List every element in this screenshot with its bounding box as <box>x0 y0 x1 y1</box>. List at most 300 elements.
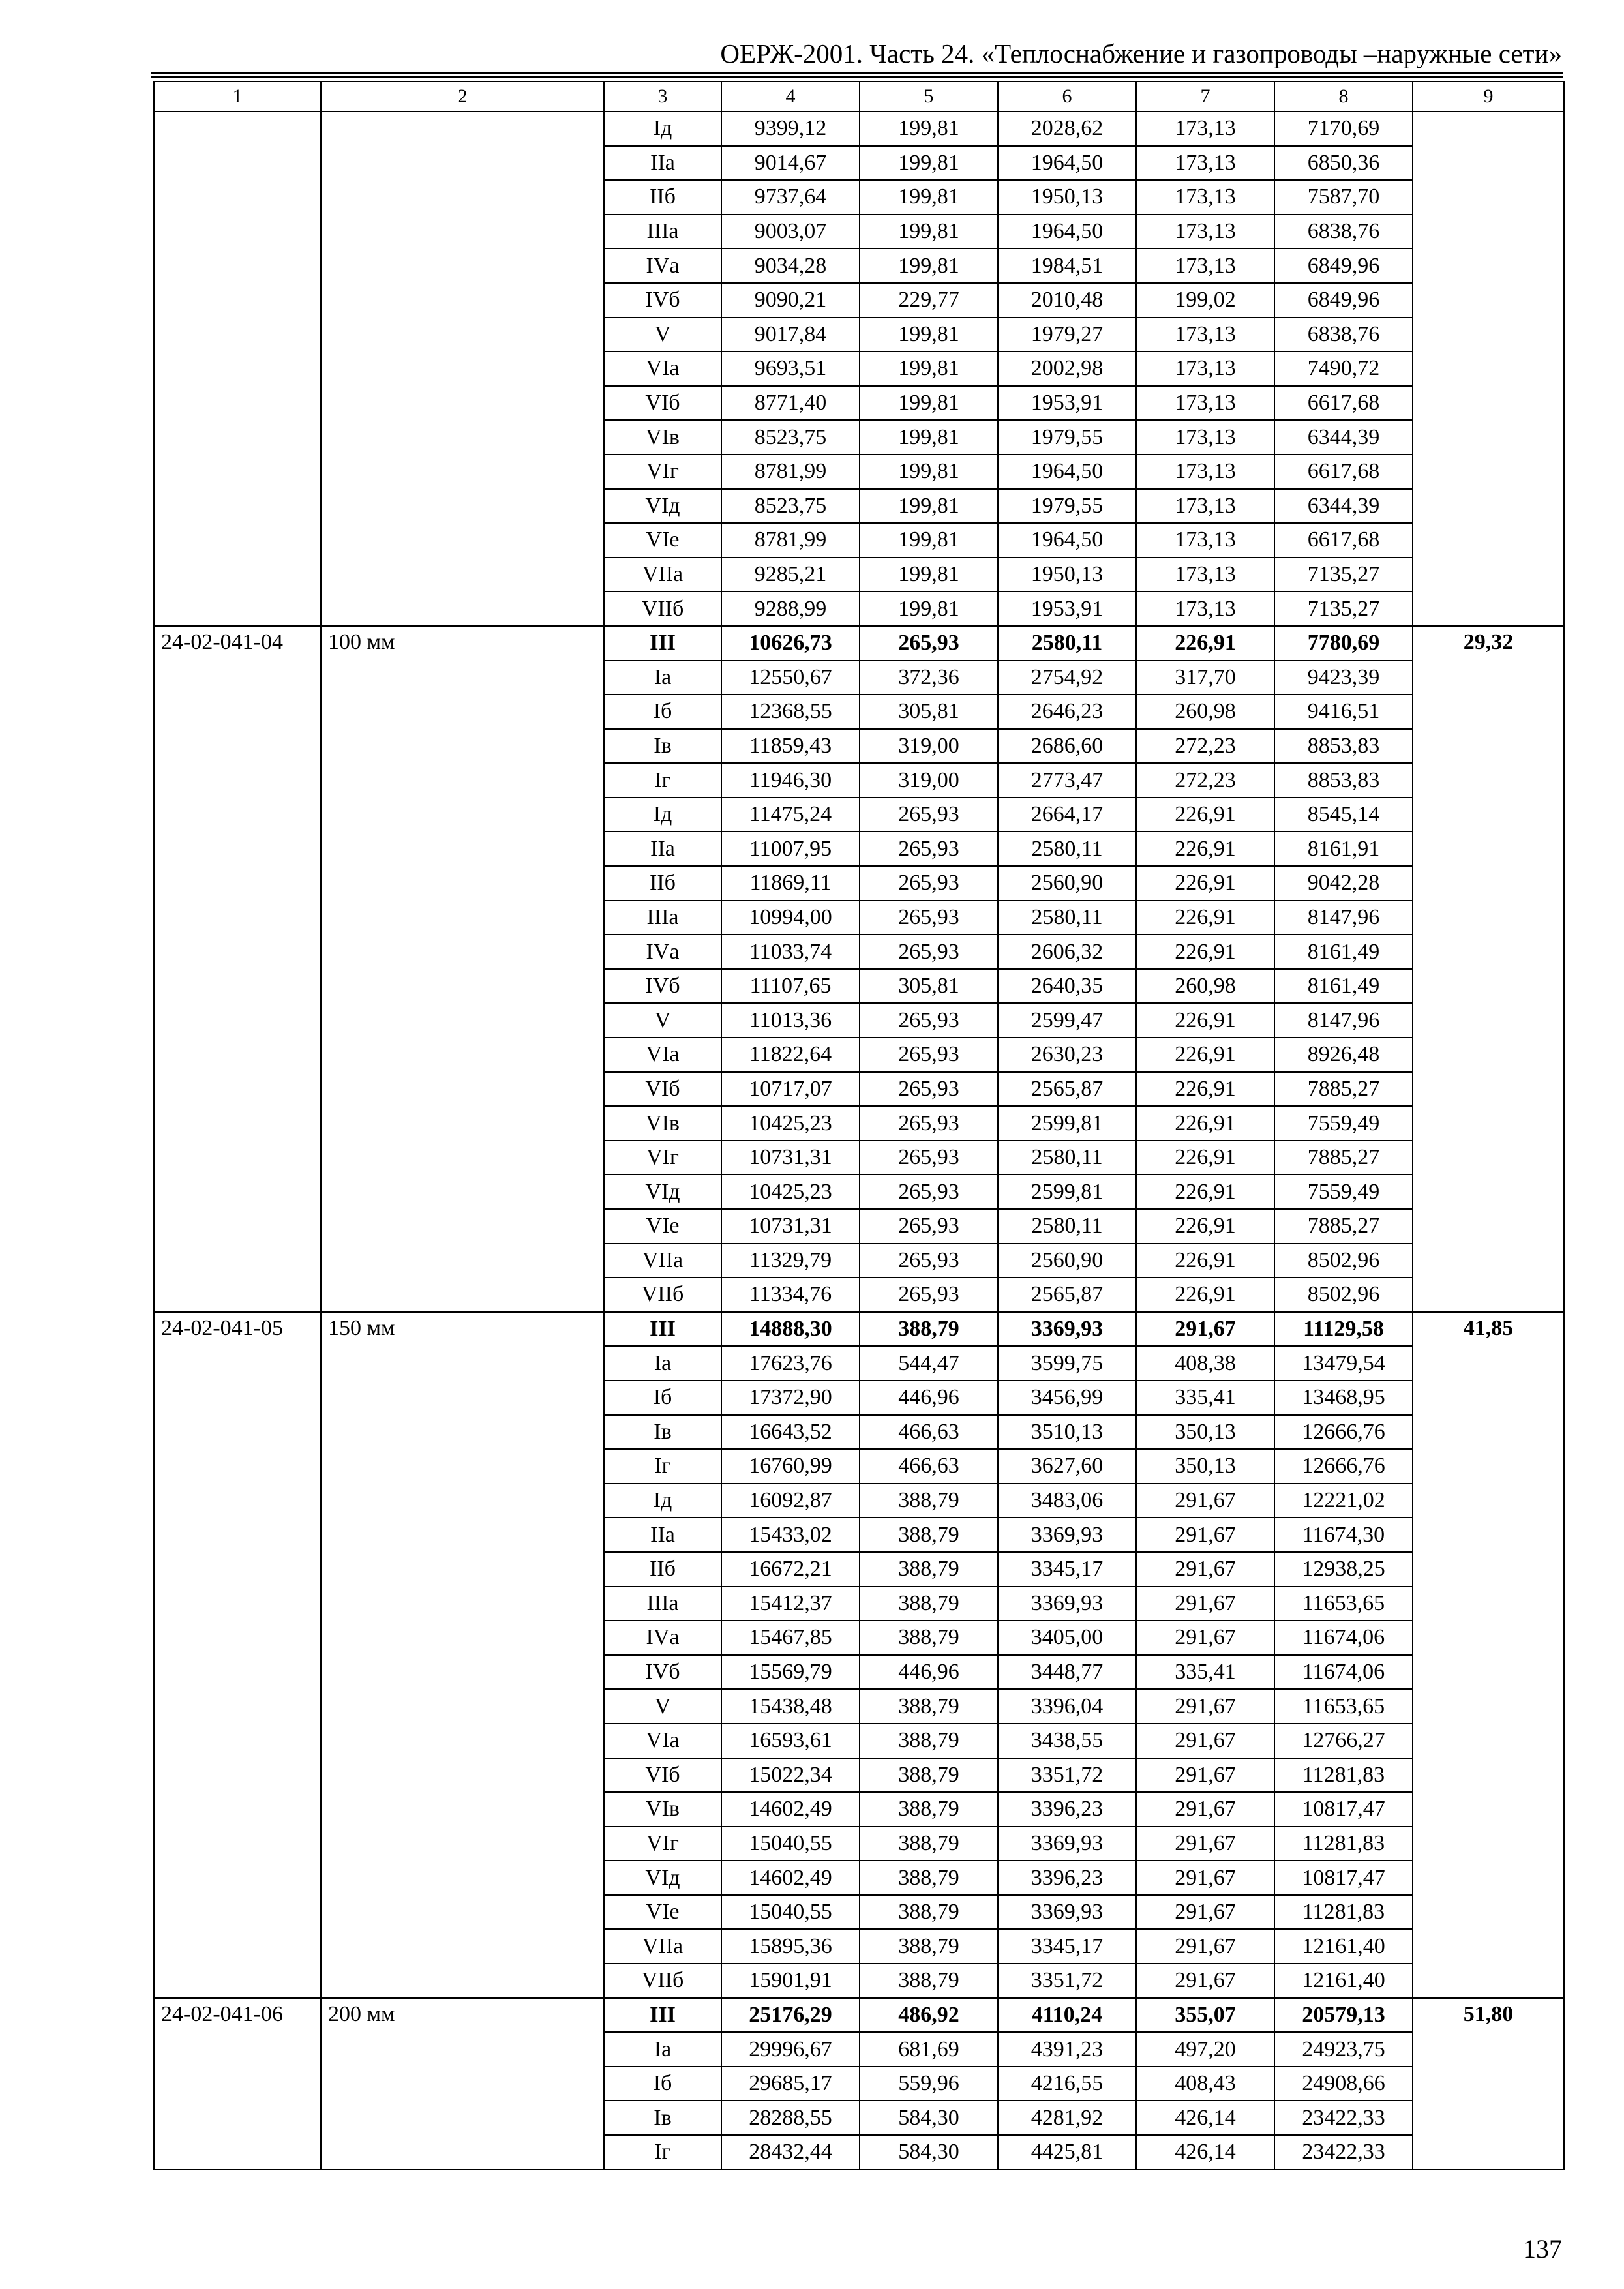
price-value: 173,13 <box>1136 455 1274 489</box>
price-value: 173,13 <box>1136 215 1274 249</box>
price-value: 6850,36 <box>1274 146 1413 181</box>
region-code: IIа <box>604 146 721 181</box>
price-value: 559,96 <box>860 2067 998 2101</box>
price-value: 291,67 <box>1136 1861 1274 1895</box>
page-number: 137 <box>1523 2234 1562 2264</box>
region-code: VIIа <box>604 558 721 592</box>
price-value: 265,93 <box>860 901 998 935</box>
price-value: 11013,36 <box>721 1003 860 1038</box>
price-value: 7559,49 <box>1274 1106 1413 1141</box>
price-value: 11129,58 <box>1274 1312 1413 1347</box>
price-value: 291,67 <box>1136 1587 1274 1621</box>
price-value: 388,79 <box>860 1621 998 1655</box>
price-value: 7490,72 <box>1274 352 1413 386</box>
price-value: 12766,27 <box>1274 1724 1413 1758</box>
price-value: 265,93 <box>860 1278 998 1312</box>
price-value: 173,13 <box>1136 352 1274 386</box>
price-value: 226,91 <box>1136 1003 1274 1038</box>
region-code: VIIб <box>604 1964 721 1998</box>
region-code: VIд <box>604 1174 721 1209</box>
price-value: 199,81 <box>860 318 998 352</box>
price-value: 3483,06 <box>998 1484 1136 1518</box>
price-value: 199,81 <box>860 386 998 421</box>
price-value: 11281,83 <box>1274 1758 1413 1793</box>
price-value: 265,93 <box>860 866 998 901</box>
region-code: VIв <box>604 1792 721 1827</box>
price-value: 6838,76 <box>1274 215 1413 249</box>
price-value: 9014,67 <box>721 146 860 181</box>
price-value: 8161,91 <box>1274 831 1413 866</box>
price-value: 3345,17 <box>998 1552 1136 1587</box>
price-value: 291,67 <box>1136 1312 1274 1347</box>
price-value: 4110,24 <box>998 1998 1136 2033</box>
price-value: 2630,23 <box>998 1038 1136 1072</box>
price-value: 6344,39 <box>1274 420 1413 455</box>
price-value: 497,20 <box>1136 2032 1274 2067</box>
price-value: 272,23 <box>1136 729 1274 764</box>
price-value: 3396,23 <box>998 1792 1136 1827</box>
price-value: 291,67 <box>1136 1724 1274 1758</box>
labor-cost: 51,80 <box>1413 1998 1564 2170</box>
price-value: 8781,99 <box>721 455 860 489</box>
price-value: 173,13 <box>1136 146 1274 181</box>
price-value: 226,91 <box>1136 1141 1274 1175</box>
price-value: 15433,02 <box>721 1518 860 1552</box>
table-row <box>154 1998 1564 2033</box>
price-value: 426,14 <box>1136 2135 1274 2170</box>
resource-code: 24-02-041-05 <box>154 1312 321 1998</box>
table-row <box>154 1312 1564 1347</box>
price-value: 544,47 <box>860 1346 998 1381</box>
price-value: 226,91 <box>1136 935 1274 969</box>
price-value: 20579,13 <box>1274 1998 1413 2033</box>
region-code: VIг <box>604 1141 721 1175</box>
price-value: 3351,72 <box>998 1964 1136 1998</box>
region-code: VIб <box>604 386 721 421</box>
price-value: 388,79 <box>860 1689 998 1724</box>
region-code: VIIа <box>604 1244 721 1278</box>
price-value: 265,93 <box>860 1072 998 1107</box>
region-code: VIг <box>604 1827 721 1861</box>
price-value: 2580,11 <box>998 831 1136 866</box>
region-code: VIа <box>604 1038 721 1072</box>
price-value: 226,91 <box>1136 1244 1274 1278</box>
price-value: 335,41 <box>1136 1381 1274 1415</box>
price-value: 291,67 <box>1136 1552 1274 1587</box>
price-value: 226,91 <box>1136 1072 1274 1107</box>
price-value: 265,93 <box>860 1174 998 1209</box>
price-value: 8781,99 <box>721 523 860 558</box>
price-value: 173,13 <box>1136 180 1274 215</box>
price-value: 173,13 <box>1136 591 1274 626</box>
price-value: 15040,55 <box>721 1827 860 1861</box>
price-value: 291,67 <box>1136 1689 1274 1724</box>
price-value: 2580,11 <box>998 626 1136 661</box>
price-value: 8502,96 <box>1274 1244 1413 1278</box>
price-value: 2028,62 <box>998 112 1136 146</box>
region-code: Iв <box>604 729 721 764</box>
pipe-diameter: 200 мм <box>321 1998 604 2170</box>
price-value: 9693,51 <box>721 352 860 386</box>
column-number: 2 <box>321 82 604 112</box>
price-value: 17372,90 <box>721 1381 860 1415</box>
region-code: IVа <box>604 1621 721 1655</box>
price-value: 11281,83 <box>1274 1827 1413 1861</box>
price-value: 6838,76 <box>1274 318 1413 352</box>
price-value: 226,91 <box>1136 1174 1274 1209</box>
price-value: 3369,93 <box>998 1587 1136 1621</box>
price-value: 7780,69 <box>1274 626 1413 661</box>
price-value: 446,96 <box>860 1655 998 1690</box>
price-value: 335,41 <box>1136 1655 1274 1690</box>
price-value: 11334,76 <box>721 1278 860 1312</box>
price-value: 7135,27 <box>1274 591 1413 626</box>
price-value: 199,81 <box>860 489 998 524</box>
price-value: 388,79 <box>860 1518 998 1552</box>
price-value: 408,43 <box>1136 2067 1274 2101</box>
price-value: 3369,93 <box>998 1312 1136 1347</box>
price-value: 291,67 <box>1136 1518 1274 1552</box>
region-code: VIб <box>604 1072 721 1107</box>
region-code: VIб <box>604 1758 721 1793</box>
pipe-diameter <box>321 112 604 626</box>
price-value: 226,91 <box>1136 798 1274 832</box>
price-value: 388,79 <box>860 1758 998 1793</box>
price-value: 265,93 <box>860 1003 998 1038</box>
price-value: 226,91 <box>1136 901 1274 935</box>
price-value: 4425,81 <box>998 2135 1136 2170</box>
price-value: 291,67 <box>1136 1964 1274 1998</box>
price-value: 7885,27 <box>1274 1209 1413 1244</box>
price-value: 3405,00 <box>998 1621 1136 1655</box>
price-value: 226,91 <box>1136 1106 1274 1141</box>
region-code: IVб <box>604 969 721 1004</box>
region-code: Iг <box>604 2135 721 2170</box>
region-code: Iд <box>604 112 721 146</box>
price-value: 2565,87 <box>998 1278 1136 1312</box>
region-code: III <box>604 1312 721 1347</box>
price-value: 388,79 <box>860 1929 998 1964</box>
price-value: 9737,64 <box>721 180 860 215</box>
region-code: VIг <box>604 455 721 489</box>
price-value: 23422,33 <box>1274 2135 1413 2170</box>
price-value: 291,67 <box>1136 1621 1274 1655</box>
price-value: 12938,25 <box>1274 1552 1413 1587</box>
price-value: 317,70 <box>1136 661 1274 695</box>
price-value: 388,79 <box>860 1792 998 1827</box>
price-value: 466,63 <box>860 1415 998 1450</box>
resource-code: 24-02-041-04 <box>154 626 321 1312</box>
region-code: IIб <box>604 866 721 901</box>
table-row <box>154 626 1564 661</box>
region-code: IIб <box>604 180 721 215</box>
price-value: 199,81 <box>860 352 998 386</box>
price-value: 226,91 <box>1136 626 1274 661</box>
price-value: 173,13 <box>1136 420 1274 455</box>
price-value: 3438,55 <box>998 1724 1136 1758</box>
region-code: VIIб <box>604 1278 721 1312</box>
price-value: 265,93 <box>860 798 998 832</box>
price-value: 173,13 <box>1136 318 1274 352</box>
price-value: 1953,91 <box>998 591 1136 626</box>
table-row <box>154 112 1564 146</box>
region-code: VIIб <box>604 591 721 626</box>
price-value: 260,98 <box>1136 695 1274 729</box>
region-code: VIа <box>604 352 721 386</box>
price-value: 6849,96 <box>1274 248 1413 283</box>
price-value: 6344,39 <box>1274 489 1413 524</box>
region-code: IIа <box>604 1518 721 1552</box>
region-code: VIв <box>604 1106 721 1141</box>
price-value: 10717,07 <box>721 1072 860 1107</box>
price-value: 229,77 <box>860 283 998 318</box>
price-value: 319,00 <box>860 763 998 798</box>
price-value: 226,91 <box>1136 1038 1274 1072</box>
price-value: 9416,51 <box>1274 695 1413 729</box>
price-value: 17623,76 <box>721 1346 860 1381</box>
price-value: 173,13 <box>1136 248 1274 283</box>
price-value: 9399,12 <box>721 112 860 146</box>
price-value: 3369,93 <box>998 1895 1136 1930</box>
region-code: V <box>604 1003 721 1038</box>
price-value: 11674,30 <box>1274 1518 1413 1552</box>
region-code: Iб <box>604 1381 721 1415</box>
price-value: 12221,02 <box>1274 1484 1413 1518</box>
price-value: 265,93 <box>860 626 998 661</box>
price-value: 173,13 <box>1136 112 1274 146</box>
price-value: 28288,55 <box>721 2101 860 2135</box>
region-code: IVа <box>604 935 721 969</box>
price-value: 15040,55 <box>721 1895 860 1930</box>
price-value: 7885,27 <box>1274 1141 1413 1175</box>
price-value: 2754,92 <box>998 661 1136 695</box>
price-value: 8161,49 <box>1274 969 1413 1004</box>
price-value: 11007,95 <box>721 831 860 866</box>
region-code: Iд <box>604 798 721 832</box>
price-value: 8853,83 <box>1274 729 1413 764</box>
price-value: 16760,99 <box>721 1449 860 1484</box>
price-value: 16593,61 <box>721 1724 860 1758</box>
price-value: 6617,68 <box>1274 523 1413 558</box>
price-table <box>153 81 1565 2170</box>
price-value: 4391,23 <box>998 2032 1136 2067</box>
region-code: IVб <box>604 1655 721 1690</box>
price-value: 388,79 <box>860 1552 998 1587</box>
price-value: 199,02 <box>1136 283 1274 318</box>
price-value: 199,81 <box>860 112 998 146</box>
price-value: 3627,60 <box>998 1449 1136 1484</box>
price-value: 265,93 <box>860 1209 998 1244</box>
price-value: 6617,68 <box>1274 455 1413 489</box>
price-value: 7135,27 <box>1274 558 1413 592</box>
region-code: VIе <box>604 1895 721 1930</box>
price-value: 29685,17 <box>721 2067 860 2101</box>
price-value: 584,30 <box>860 2101 998 2135</box>
price-value: 10425,23 <box>721 1174 860 1209</box>
price-value: 1979,27 <box>998 318 1136 352</box>
region-code: IIа <box>604 831 721 866</box>
header-rule-double <box>151 76 1563 78</box>
price-value: 2580,11 <box>998 1209 1136 1244</box>
price-value: 8545,14 <box>1274 798 1413 832</box>
region-code: VIд <box>604 1861 721 1895</box>
price-value: 466,63 <box>860 1449 998 1484</box>
price-value: 2686,60 <box>998 729 1136 764</box>
region-code: V <box>604 318 721 352</box>
region-code: Iв <box>604 1415 721 1450</box>
price-value: 11475,24 <box>721 798 860 832</box>
price-value: 8147,96 <box>1274 1003 1413 1038</box>
price-value: 173,13 <box>1136 489 1274 524</box>
price-value: 14888,30 <box>721 1312 860 1347</box>
price-value: 350,13 <box>1136 1415 1274 1450</box>
price-value: 265,93 <box>860 1038 998 1072</box>
price-value: 486,92 <box>860 1998 998 2033</box>
column-number: 9 <box>1413 82 1564 112</box>
price-value: 226,91 <box>1136 831 1274 866</box>
price-value: 10425,23 <box>721 1106 860 1141</box>
price-value: 388,79 <box>860 1861 998 1895</box>
price-value: 1979,55 <box>998 420 1136 455</box>
price-value: 8147,96 <box>1274 901 1413 935</box>
price-value: 14602,49 <box>721 1792 860 1827</box>
price-value: 9017,84 <box>721 318 860 352</box>
region-code: Iб <box>604 695 721 729</box>
price-value: 10731,31 <box>721 1209 860 1244</box>
price-value: 3369,93 <box>998 1827 1136 1861</box>
price-value: 6617,68 <box>1274 386 1413 421</box>
price-value: 584,30 <box>860 2135 998 2170</box>
price-value: 15901,91 <box>721 1964 860 1998</box>
price-value: 29996,67 <box>721 2032 860 2067</box>
column-number: 5 <box>860 82 998 112</box>
price-value: 2606,32 <box>998 935 1136 969</box>
region-code: Iг <box>604 1449 721 1484</box>
price-value: 10626,73 <box>721 626 860 661</box>
price-value: 681,69 <box>860 2032 998 2067</box>
price-value: 9090,21 <box>721 283 860 318</box>
price-value: 2599,81 <box>998 1174 1136 1209</box>
region-code: III <box>604 626 721 661</box>
column-number: 8 <box>1274 82 1413 112</box>
labor-cost <box>1413 112 1564 626</box>
resource-code <box>154 112 321 626</box>
price-value: 12368,55 <box>721 695 860 729</box>
price-value: 11329,79 <box>721 1244 860 1278</box>
price-value: 2580,11 <box>998 1141 1136 1175</box>
region-code: IIб <box>604 1552 721 1587</box>
region-code: VIа <box>604 1724 721 1758</box>
price-value: 11653,65 <box>1274 1587 1413 1621</box>
price-value: 7885,27 <box>1274 1072 1413 1107</box>
price-value: 8853,83 <box>1274 763 1413 798</box>
price-value: 199,81 <box>860 248 998 283</box>
region-code: IVб <box>604 283 721 318</box>
price-value: 8523,75 <box>721 420 860 455</box>
price-value: 24923,75 <box>1274 2032 1413 2067</box>
price-value: 13468,95 <box>1274 1381 1413 1415</box>
price-value: 291,67 <box>1136 1895 1274 1930</box>
price-value: 10817,47 <box>1274 1861 1413 1895</box>
price-value: 3599,75 <box>998 1346 1136 1381</box>
region-code: IIIа <box>604 1587 721 1621</box>
price-value: 199,81 <box>860 523 998 558</box>
price-value: 1964,50 <box>998 146 1136 181</box>
price-value: 25176,29 <box>721 1998 860 2033</box>
region-code: Iг <box>604 763 721 798</box>
column-number: 7 <box>1136 82 1274 112</box>
column-number: 6 <box>998 82 1136 112</box>
column-number: 1 <box>154 82 321 112</box>
labor-cost: 29,32 <box>1413 626 1564 1312</box>
price-value: 10817,47 <box>1274 1792 1413 1827</box>
price-value: 350,13 <box>1136 1449 1274 1484</box>
price-value: 8771,40 <box>721 386 860 421</box>
price-value: 11674,06 <box>1274 1655 1413 1690</box>
price-value: 15022,34 <box>721 1758 860 1793</box>
price-value: 15569,79 <box>721 1655 860 1690</box>
price-value: 305,81 <box>860 969 998 1004</box>
price-value: 1979,55 <box>998 489 1136 524</box>
price-value: 11946,30 <box>721 763 860 798</box>
price-value: 9034,28 <box>721 248 860 283</box>
price-value: 173,13 <box>1136 523 1274 558</box>
price-value: 6849,96 <box>1274 283 1413 318</box>
price-value: 2560,90 <box>998 1244 1136 1278</box>
price-value: 1953,91 <box>998 386 1136 421</box>
price-value: 8502,96 <box>1274 1278 1413 1312</box>
labor-cost: 41,85 <box>1413 1312 1564 1998</box>
price-value: 388,79 <box>860 1964 998 1998</box>
price-value: 199,81 <box>860 591 998 626</box>
price-value: 319,00 <box>860 729 998 764</box>
price-value: 260,98 <box>1136 969 1274 1004</box>
price-value: 9042,28 <box>1274 866 1413 901</box>
price-value: 11822,64 <box>721 1038 860 1072</box>
region-code: Iб <box>604 2067 721 2101</box>
price-value: 426,14 <box>1136 2101 1274 2135</box>
price-value: 9003,07 <box>721 215 860 249</box>
price-value: 199,81 <box>860 455 998 489</box>
price-value: 12666,76 <box>1274 1449 1413 1484</box>
price-value: 9288,99 <box>721 591 860 626</box>
price-value: 199,81 <box>860 420 998 455</box>
price-value: 388,79 <box>860 1312 998 1347</box>
price-value: 388,79 <box>860 1895 998 1930</box>
region-code: III <box>604 1998 721 2033</box>
price-value: 2773,47 <box>998 763 1136 798</box>
price-value: 2664,17 <box>998 798 1136 832</box>
price-value: 12550,67 <box>721 661 860 695</box>
price-value: 1984,51 <box>998 248 1136 283</box>
region-code: Iа <box>604 661 721 695</box>
price-value: 2002,98 <box>998 352 1136 386</box>
price-value: 3448,77 <box>998 1655 1136 1690</box>
price-value: 14602,49 <box>721 1861 860 1895</box>
resource-code: 24-02-041-06 <box>154 1998 321 2170</box>
price-value: 226,91 <box>1136 1209 1274 1244</box>
page-header: ОЕРЖ-2001. Часть 24. «Теплоснабжение и газопроводы –наружные сети» <box>720 38 1562 68</box>
price-value: 265,93 <box>860 935 998 969</box>
pipe-diameter: 100 мм <box>321 626 604 1312</box>
region-code: IVа <box>604 248 721 283</box>
price-value: 8926,48 <box>1274 1038 1413 1072</box>
region-code: Iв <box>604 2101 721 2135</box>
price-value: 1964,50 <box>998 215 1136 249</box>
price-value: 2646,23 <box>998 695 1136 729</box>
price-value: 23422,33 <box>1274 2101 1413 2135</box>
price-value: 265,93 <box>860 1244 998 1278</box>
